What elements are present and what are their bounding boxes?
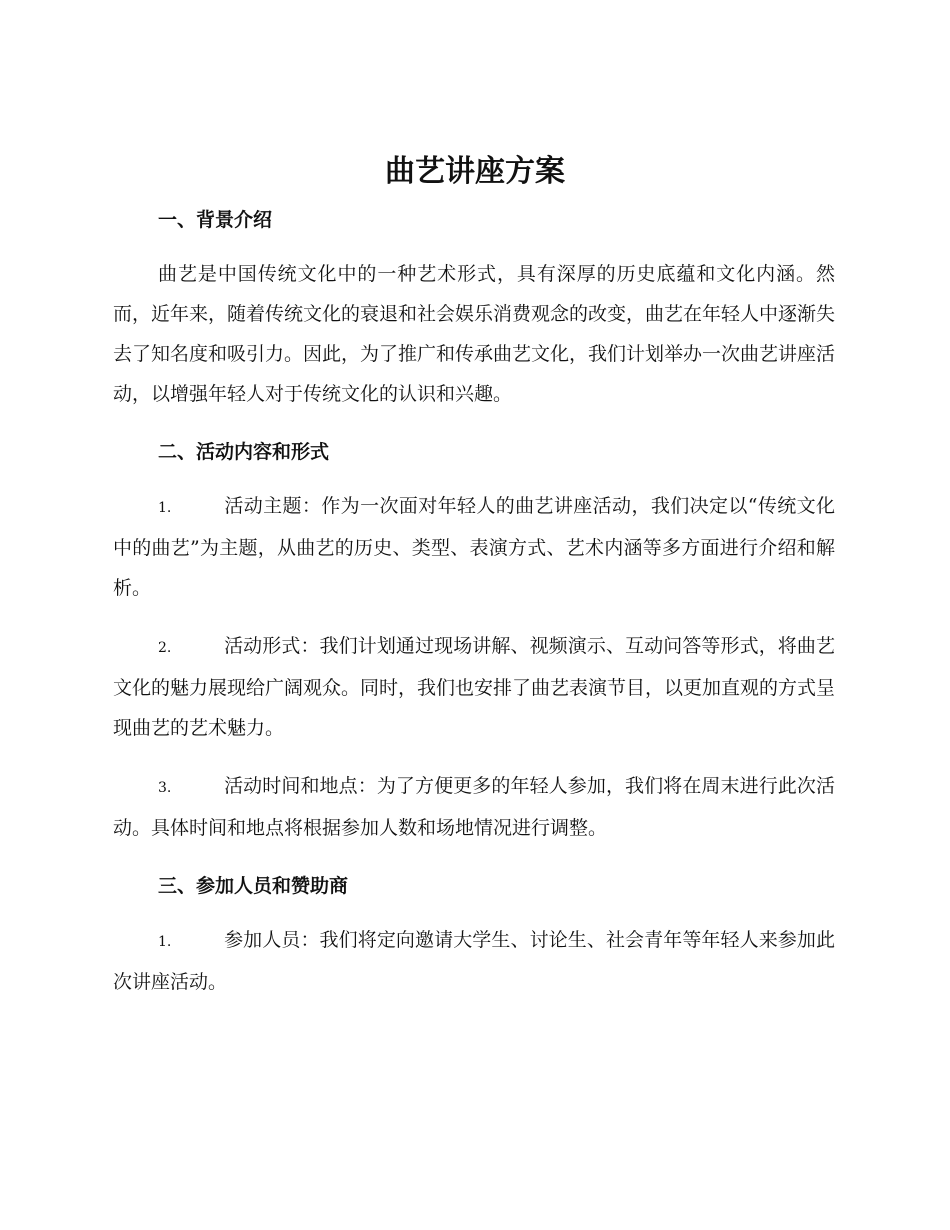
list-item-number: 2. — [158, 640, 172, 656]
list-item — [113, 766, 835, 848]
document-title: 曲艺讲座方案 — [385, 154, 565, 189]
list-item — [113, 920, 835, 1002]
section-heading: 二、活动内容和形式 — [158, 441, 330, 463]
section-participants-sponsors — [113, 866, 835, 1002]
section-heading: 一、背景介绍 — [158, 209, 273, 231]
list-item-number: 3. — [158, 780, 172, 796]
list-item-text: 活动形式：我们计划通过现场讲解、视频演示、互动问答等形式，将曲艺文化的魅力展现给广阔观众。同时，我们也安排了曲艺表演节目，以更加直观的方式呈现曲艺的艺术魅力。 — [113, 635, 836, 739]
list-item-number: 1. — [158, 500, 172, 516]
list-item — [113, 486, 835, 608]
section-activity-content — [113, 432, 835, 848]
list-item-number: 1. — [158, 934, 172, 950]
list-item-text: 活动时间和地点：为了方便更多的年轻人参加，我们将在周末进行此次活动。具体时间和地点将根据参加人数和场地情况进行调整。 — [113, 775, 835, 839]
document-body — [113, 200, 835, 1020]
list-item — [113, 626, 835, 748]
section-heading: 三、参加人员和赞助商 — [158, 875, 349, 897]
list-item-text: 参加人员：我们将定向邀请大学生、讨论生、社会青年等年轻人来参加此次讲座活动。 — [113, 929, 835, 993]
section-background — [113, 200, 835, 414]
list-item-text: 活动主题：作为一次面对年轻人的曲艺讲座活动，我们决定以“传统文化中的曲艺”为主题，从曲艺的历史、类型、表演方式、艺术内涵等多方面进行介绍和解析。 — [113, 495, 835, 599]
section-paragraph: 曲艺是中国传统文化中的一种艺术形式，具有深厚的历史底蕴和文化内涵。然而，近年来，随着传统文化的衰退和社会娱乐消费观念的改变，曲艺在年轻人中逐渐失去了知名度和吸引力。因此，为了推广和传承曲艺文化，我们计划举办一次曲艺讲座活动，以增强年轻人对于传统文化的认识和兴趣。 — [113, 263, 836, 405]
